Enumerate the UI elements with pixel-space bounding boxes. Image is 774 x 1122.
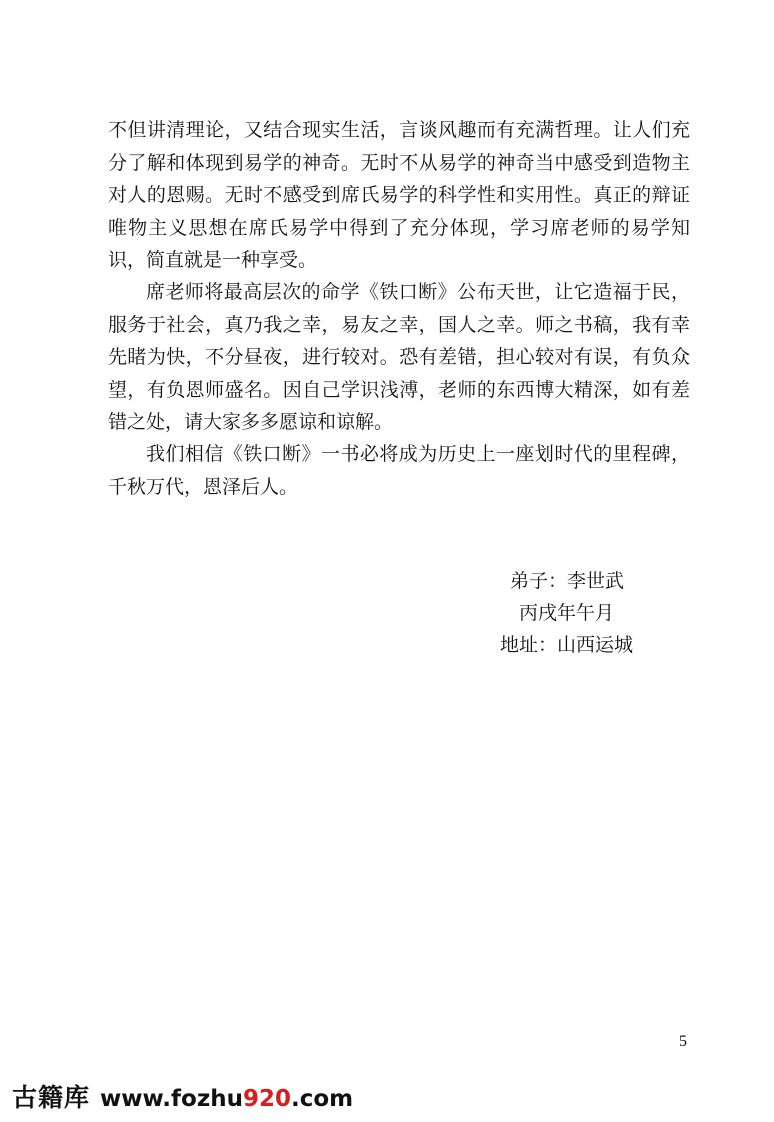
watermark-url-prefix: www.fozhu — [100, 1086, 243, 1112]
watermark-url-digits: 920 — [242, 1086, 291, 1112]
watermark-url — [100, 1086, 353, 1112]
signature-author: 弟子：李世武 — [510, 570, 625, 592]
watermark-site-name: 古籍库 — [12, 1083, 91, 1112]
paragraph-1: 不但讲清理论，又结合现实生活，言谈风趣而有充满哲理。让人们充分了解和体现到易学的神奇。无时不从易学的神奇当中感受到造物主对人的恩赐。无时不感受到席氏易学的科学性和实用性。真正的辩证唯物主义思想在席氏易学中得到了充分体现，学习席老师的易学知识，简直就是一种享受。 — [108, 119, 690, 271]
signature-address: 地址：山西运城 — [500, 634, 634, 656]
watermark — [12, 1078, 353, 1118]
watermark-url-suffix: .com — [290, 1086, 354, 1112]
paragraph-3: 我们相信《铁口断》一书必将成为历史上一座划时代的里程碑，千秋万代，恩泽后人。 — [108, 443, 690, 498]
page-number: 5 — [679, 1033, 687, 1050]
paragraph-2: 席老师将最高层次的命学《铁口断》公布天世，让它造福于民，服务于社会，真乃我之幸，易友之幸，国人之幸。师之书稿，我有幸先睹为快，不分昼夜，进行较对。恐有差错，担心较对有误，有负众望，有负恩师盛名。因自己学识浅溥，老师的东西博大精深，如有差错之处，请大家多多愿谅和谅解。 — [108, 281, 690, 433]
signature-date: 丙戌年午月 — [519, 602, 615, 624]
